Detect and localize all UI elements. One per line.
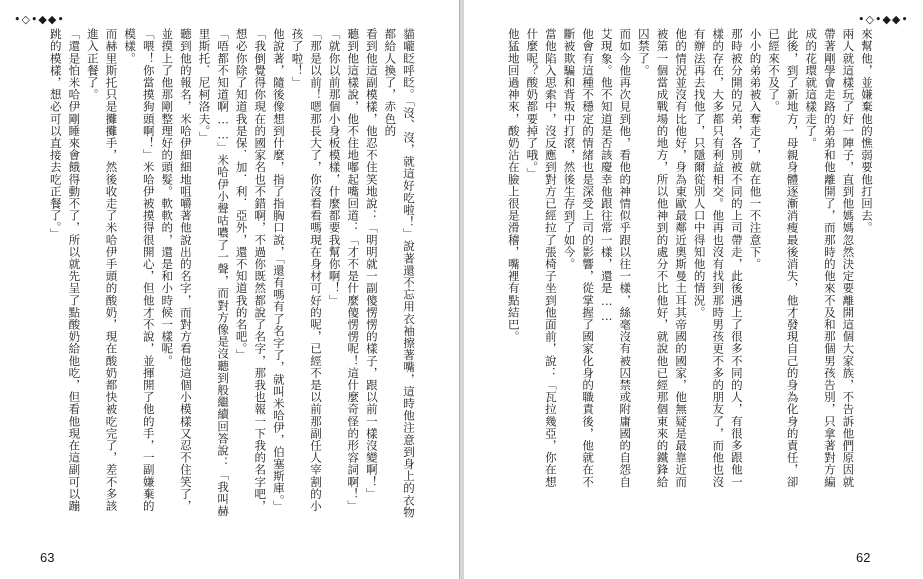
left-page-text: 貓嚨眨呼眨。「沒、沒，就這好吃啦！」說著還不忘用衣袖擦著嘴，這時他注意到身上的衣物都給人換了，赤色的 看到他這副模樣，他忍不住笑地說：「明明就一副傻愣愣的樣子，跟以前一樣沒變啊！」 聽到他這樣說，他不住地嘟起嘴回道：「才不是什麼傻愣愣呢！這什麼奇怪的形容詞啊！」 「就你以前那個小身板模樣，什麼都要我幫你啊！」 「那是以前！嗯那長大了，你沒看看嗎現在身材可好的呢，已經不是以前那副任人宰割的小孩了啦！」 他說著，隨後像想到什麼，指了指胸口說，「還有嗎有了名字了，就叫米哈伊，伯塞斯庫。」 「我倒覺得你現在的國家名也不錯啊，不過你既然都說了名字，那我也報一下我的名字吧，想必你除了知道我是保．加．利．亞外，還不知道我的名吧。」 「唔都不知道啊……」米哈伊小聲咕噥了一聲，而對方像是沒聽到般繼續回答說：「我叫赫里斯托．尼柯洛夫。」 聽到他的報名，米哈伊細細地咀嚼著他說出的名字，而對方看他這個小模樣又忍不住笑了，並摸上了他那剛整理好的頭髮。軟軟的，還是和小時候一樣呢。 「喂！你當摸狗頭啊！」米哈伊被摸得很開心，但他才不說，並揮開了他的手，一副嫌棄的模樣。 而赫里斯托只是攤攤手，然後收走了米哈伊手頭的酸奶，現在酸奶都快被吃完了，差不多該進入正餐了。 「還是怕米哈伊剛睡來會餓得動不了，所以就先呈了點酸奶給他吃，但看他現在這副可以蹦跳的模樣，想必可以直接去吃正餐了。」 (48, 28, 416, 519)
page-number-right: 62 (856, 550, 871, 565)
left-page (0, 0, 460, 579)
right-page (464, 0, 923, 579)
right-page-text: 來幫他，並嫌棄他的憔弱要他打回去。 兩人就這樣玩了好一陣子，直到他媽媽忽然決定要離開這個大家族，不告訴他們原因就帶著剛學會走路的弟弟和他離開了，而那時的他來不及和那個男孩告別，只拿著對方編成的花環就這樣走了。 此後，到了新地方，母親身體逐漸消瘦最後消失，他才發現自己的身為化身的責任，卻已經來不及了。 小小的弟弟被入奪走了，就在他一不注意下。 那時被分開的兄弟，各別被不同的上司帶走，此後遇上了很多不同的人，有很多跟他一樣的存在，大多都只有利益相交。他再也沒有找到那時男孩更不多的朋友了，而他也沒有辦法再去找他了，只隱爾從別人口中得知他的情況。 他的情況並沒有比他好，身為東歐最鄰近奧斯曼土耳其帝國的國家，他無疑是最靠近而被第一個當成戰場的地方，所以他神到的處分不比他好，就說他已經那個東來的鐵鋒給囚禁了。 而如今他再次見到他，看他的神情似乎跟以往一樣，絲毫沒有被囚禁或附庸國的自怨自艾現象。他不知道是否該慶幸他跟往常一樣，還是…… 他會有這種不穩定的情緒也是深受上司的影響，從掌握了國家化身的職責後，他就在不斷被欺騙和背叛中打滾，然後生存到了如今。 當他陷入思索中，沒反應到對方已經拉了張椅子坐到他面前，說：「瓦拉幾亞，你在想什麼呢？酸奶都要掉了哦。」 他猛地回過神來，酸奶沾在臉上很是滑稽，嘴裡有點結巴。 (506, 28, 874, 488)
spine-edge (459, 0, 460, 579)
ornament-right: •◇•◆◆• (858, 13, 909, 26)
ornament-left: •◇•◆◆• (14, 13, 65, 26)
page-number-left: 63 (40, 550, 55, 565)
